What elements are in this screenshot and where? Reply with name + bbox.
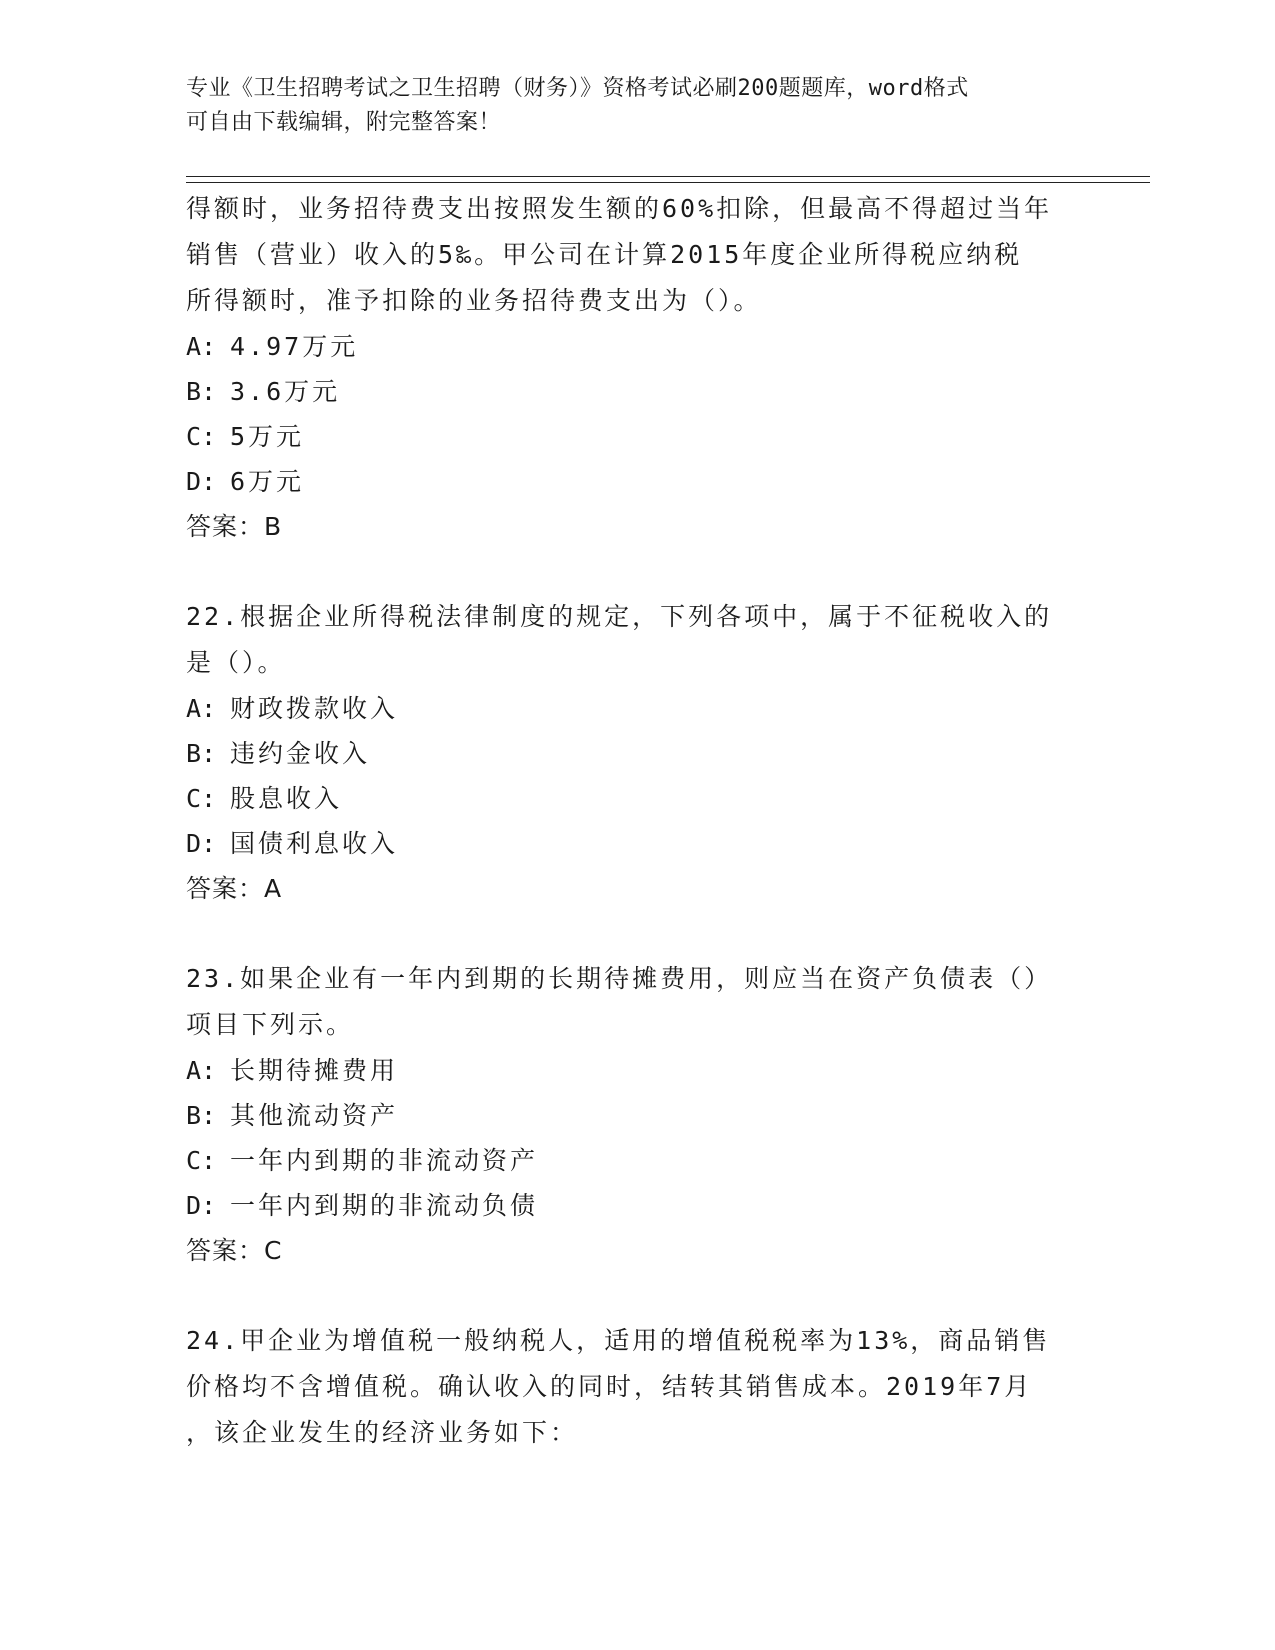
question-stem-line: 23.如果企业有一年内到期的长期待摊费用，则应当在资产负债表（） [186,964,1053,993]
option-text: 一年内到期的非流动负债 [230,1191,539,1220]
option-letter: D: [186,467,217,496]
option-letter: D: [186,1191,217,1220]
question-stem-line: 22.根据企业所得税法律制度的规定，下列各项中，属于不征税收入的 [186,602,1053,631]
option-text: 4.97万元 [230,332,359,361]
option-d [186,1183,1086,1228]
option-a [186,686,1086,731]
option-text: 股息收入 [230,784,343,813]
question-24 [186,1318,1086,1456]
spacer [186,550,1086,594]
option-letter: C: [186,422,217,451]
option-a [186,324,1086,369]
option-text: 财政拨款收入 [230,694,399,723]
option-d [186,459,1086,504]
header-divider-bottom [186,182,1150,183]
option-d [186,821,1086,866]
header-divider-top [186,176,1150,177]
question-continued [186,186,1086,550]
option-text: 长期待摊费用 [230,1056,399,1085]
answer-line: 答案：A [186,874,283,903]
option-letter: B: [186,1101,217,1130]
option-text: 国债利息收入 [230,829,399,858]
option-b [186,731,1086,776]
option-text: 5万元 [230,422,305,451]
question-stem-line: 24.甲企业为增值税一般纳税人，适用的增值税税率为13%，商品销售 [186,1326,1051,1355]
option-letter: C: [186,1146,217,1175]
document-header [186,72,1086,140]
option-letter: A: [186,1056,217,1085]
option-letter: C: [186,784,217,813]
question-stem-line: 项目下列示。 [186,1010,355,1039]
answer-line: 答案：C [186,1236,283,1265]
question-stem-line: 所得额时，准予扣除的业务招待费支出为（）。 [186,286,762,315]
option-b [186,1093,1086,1138]
spacer [186,912,1086,956]
option-b [186,369,1086,414]
header-title-line-1: 专业《卫生招聘考试之卫生招聘（财务）》资格考试必刷200题题库，word格式 [186,76,969,101]
question-list [186,186,1086,1456]
option-c [186,1138,1086,1183]
option-text: 其他流动资产 [230,1101,399,1130]
option-text: 违约金收入 [230,739,371,768]
option-c [186,414,1086,459]
option-letter: B: [186,377,217,406]
option-text: 6万元 [230,467,305,496]
question-stem-line: 是（）。 [186,648,286,677]
option-text: 一年内到期的非流动资产 [230,1146,539,1175]
question-stem-line: 价格均不含增值税。确认收入的同时，结转其销售成本。2019年7月 [186,1372,1033,1401]
question-stem-line: 销售（营业）收入的5‰。甲公司在计算2015年度企业所得税应纳税 [186,240,1023,269]
spacer [186,1274,1086,1318]
option-letter: B: [186,739,217,768]
header-title-line-2: 可自由下载编辑，附完整答案！ [186,110,502,135]
question-23 [186,956,1086,1274]
question-22 [186,594,1086,912]
option-c [186,776,1086,821]
option-a [186,1048,1086,1093]
option-letter: A: [186,332,217,361]
answer-line: 答案：B [186,512,283,541]
option-text: 3.6万元 [230,377,341,406]
option-letter: D: [186,829,217,858]
option-letter: A: [186,694,217,723]
question-stem-line: 得额时，业务招待费支出按照发生额的60%扣除，但最高不得超过当年 [186,194,1053,223]
question-stem-line: ，该企业发生的经济业务如下： [186,1418,579,1447]
